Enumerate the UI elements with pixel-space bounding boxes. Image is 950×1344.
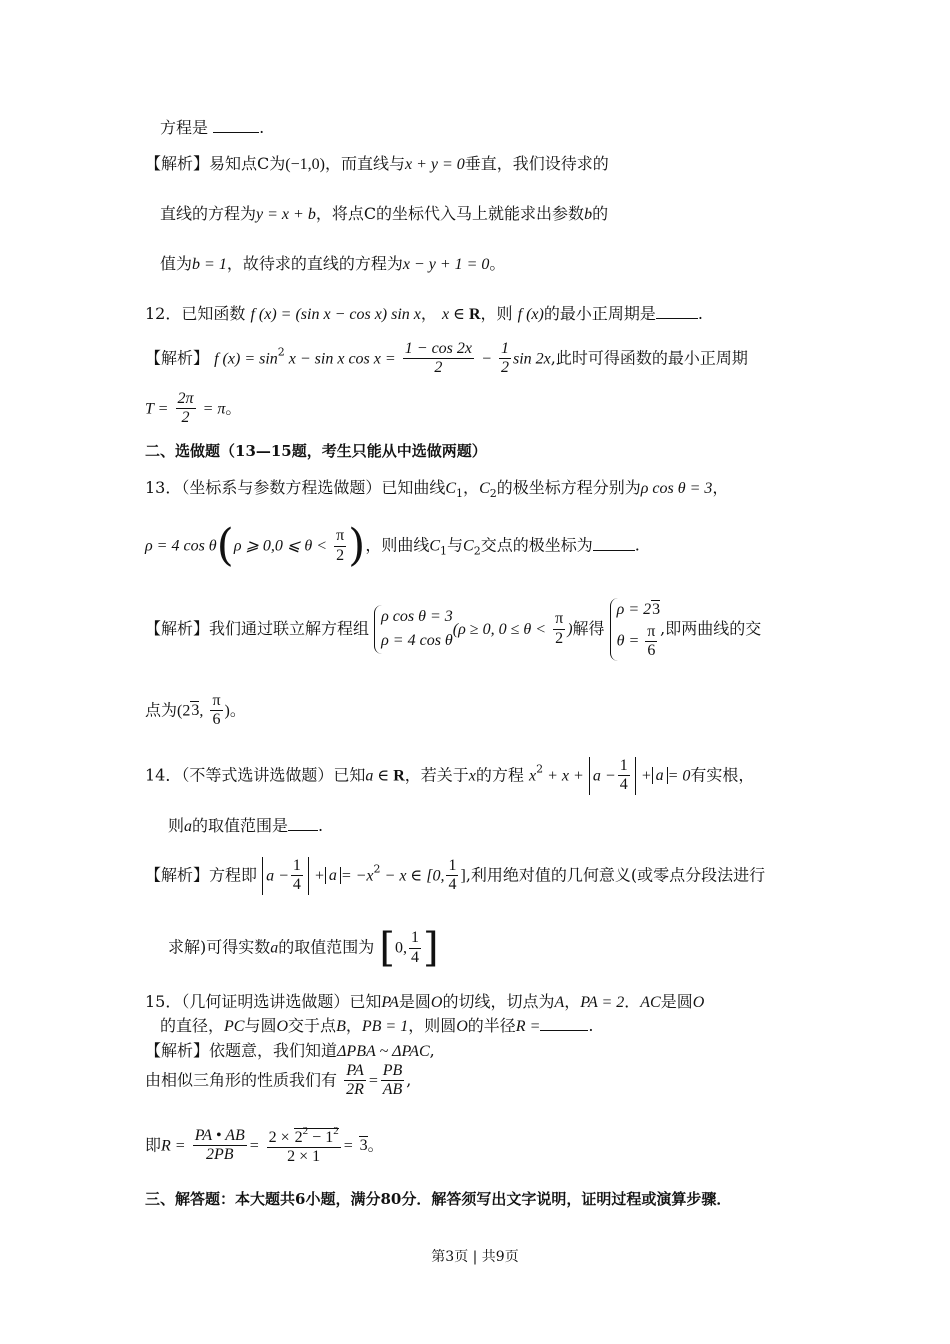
p15-line3: 即R = $\frac{PA • AB}{2PB}$ = $\frac{2 \times 2^2 - 1^2}{2 \times 1}$ = 3。 bbox=[145, 1125, 384, 1166]
fraction: $\frac{PA}{2R}$ bbox=[346, 1062, 364, 1099]
p11-line2: 直线的方程为y = x + b，将点C的坐标代入马上就能求出参数b的 bbox=[160, 204, 609, 223]
q14-line1: 14．（不等式选讲选做题）已知a ∈ R，若关于x的方程 $x^2 + x + a$ − $\frac{1}{4}$ + a = 0有实根， bbox=[145, 757, 755, 794]
fraction: $\frac{2\pi}{2}$ bbox=[177, 390, 194, 427]
page-footer: 第3页 | 共9页 bbox=[431, 1249, 519, 1265]
fraction: $\frac{\pi}{2}$ bbox=[336, 527, 345, 564]
p12-line2: T = $\frac{2\pi}{2}$ = π。 bbox=[145, 390, 242, 427]
p12-line1: 【解析】 f $(x) = \sin^2 x - \sin x$ cos x = $\frac{1 - \cos 2x}{2}$ − $\frac{1}{2}$ sin 2x,此时可得函数的最小正周期 bbox=[145, 340, 748, 377]
section-3-heading: 三、解答题：本大题共6小题，满分80分．解答须写出文字说明，证明过程或演算步骤． bbox=[145, 1190, 732, 1208]
p13-line1: 【解析】我们通过联立解方程组 ρ cos θ = 3 ρ = 4 cos θ (ρ ≥ 0, 0 ≤ θ < $\frac{\pi}{2}$ )解得 ρ = 23 θ = $\frac{\pi}{6}$ ,即两曲线的交 bbox=[145, 598, 761, 661]
right-paren: ) bbox=[348, 520, 366, 571]
p13-line2: 点为(23, $\frac{\pi}{6}$ )。 bbox=[145, 692, 246, 729]
q14-line2: 则a的取值范围是 . bbox=[168, 816, 324, 835]
q15-line1: 15．（几何证明选讲选做题）已知PA是圆O的切线，切点为A，PA = 2．AC是圆O bbox=[145, 992, 705, 1011]
p11-line1: 【解析】易知点C为(−1,0)，而直线与x + y = 0垂直，我们设待求的 bbox=[145, 154, 609, 173]
q11-tail: 方程是 . bbox=[160, 118, 265, 137]
answer-blank bbox=[593, 549, 635, 551]
fraction: $\frac{1}{4}$ bbox=[410, 929, 419, 966]
right-bracket: ] bbox=[422, 925, 439, 971]
fraction: $\frac{2 \times 2^2 - 1^2}{2 \times 1}$ bbox=[268, 1125, 339, 1166]
answer-blank bbox=[288, 829, 318, 831]
left-paren: ( bbox=[216, 520, 234, 571]
abs-value: a − $\frac{1}{4}$ bbox=[589, 757, 636, 795]
fraction: $\frac{PB}{AB}$ bbox=[382, 1062, 403, 1099]
answer-blank bbox=[540, 1029, 588, 1031]
equation-system: ρ cos θ = 3 ρ = 4 cos θ bbox=[374, 605, 453, 655]
q12: 12．已知函数 f (x) = (sin x − cos x) sin x， x ∈ R，则 f (x)的最小正周期是 . bbox=[145, 304, 703, 323]
fraction: $\frac{1}{4}$ bbox=[619, 757, 628, 794]
answer-blank bbox=[213, 131, 259, 133]
q15-line2: 的直径，PC与圆O交于点B，PB = 1，则圆O的半径R = . bbox=[160, 1016, 594, 1035]
fraction: $\frac{1}{4}$ bbox=[292, 857, 301, 894]
fraction: $\frac{1}{4}$ bbox=[448, 857, 457, 894]
fraction: $\frac{\pi}{2}$ bbox=[555, 610, 564, 647]
fraction: $\frac{PA • AB}{2PB}$ bbox=[194, 1127, 245, 1164]
solution-system: ρ = 23 θ = $\frac{\pi}{6}$ bbox=[610, 598, 660, 661]
abs-value: a − $\frac{1}{4}$ bbox=[262, 857, 309, 895]
p15-line2: 由相似三角形的性质我们有 $\frac{PA}{2R}$ = $\frac{PB}{AB}$ , bbox=[145, 1062, 412, 1099]
fraction: $\frac{\pi}{6}$ bbox=[212, 692, 221, 729]
p15-line1: 【解析】依题意，我们知道ΔPBA ~ ΔPAC, bbox=[145, 1041, 435, 1060]
fraction: $\frac{1 - \cos 2x}{2}$ bbox=[404, 340, 473, 377]
p11-line3: 值为b = 1，故待求的直线的方程为x − y + 1 = 0。 bbox=[160, 254, 506, 273]
answer-blank bbox=[656, 317, 698, 319]
fraction: $\frac{\pi}{6}$ bbox=[647, 622, 656, 660]
q13-line1: 13．（坐标系与参数方程选做题）已知曲线$C_1$，$C_2$的极坐标方程分别为ρ cos θ = 3， bbox=[145, 478, 729, 500]
section-2-heading: 二、选做题（13—15题，考生只能从中选做两题） bbox=[145, 442, 487, 460]
q13-line2: ρ = 4 cos θ(ρ ⩾ 0,0 ⩽ θ < $\frac{\pi}{2}$ )，则曲线$C_1$与$C_2$交点的极坐标为 . bbox=[145, 520, 640, 571]
p14-line1: 【解析】方程即 a − $\frac{1}{4}$ + $a = -x^2 - x$ ∈ [0, $\frac{1}{4}$ ],利用绝对值的几何意义(或零点分段法进行 bbox=[145, 857, 766, 894]
fraction: $\frac{1}{2}$ bbox=[501, 340, 509, 377]
left-bracket: [ bbox=[379, 925, 395, 971]
p14-line2: 求解)可得实数a的取值范围为 [0, $\frac{1}{4}$ ] bbox=[168, 925, 439, 971]
